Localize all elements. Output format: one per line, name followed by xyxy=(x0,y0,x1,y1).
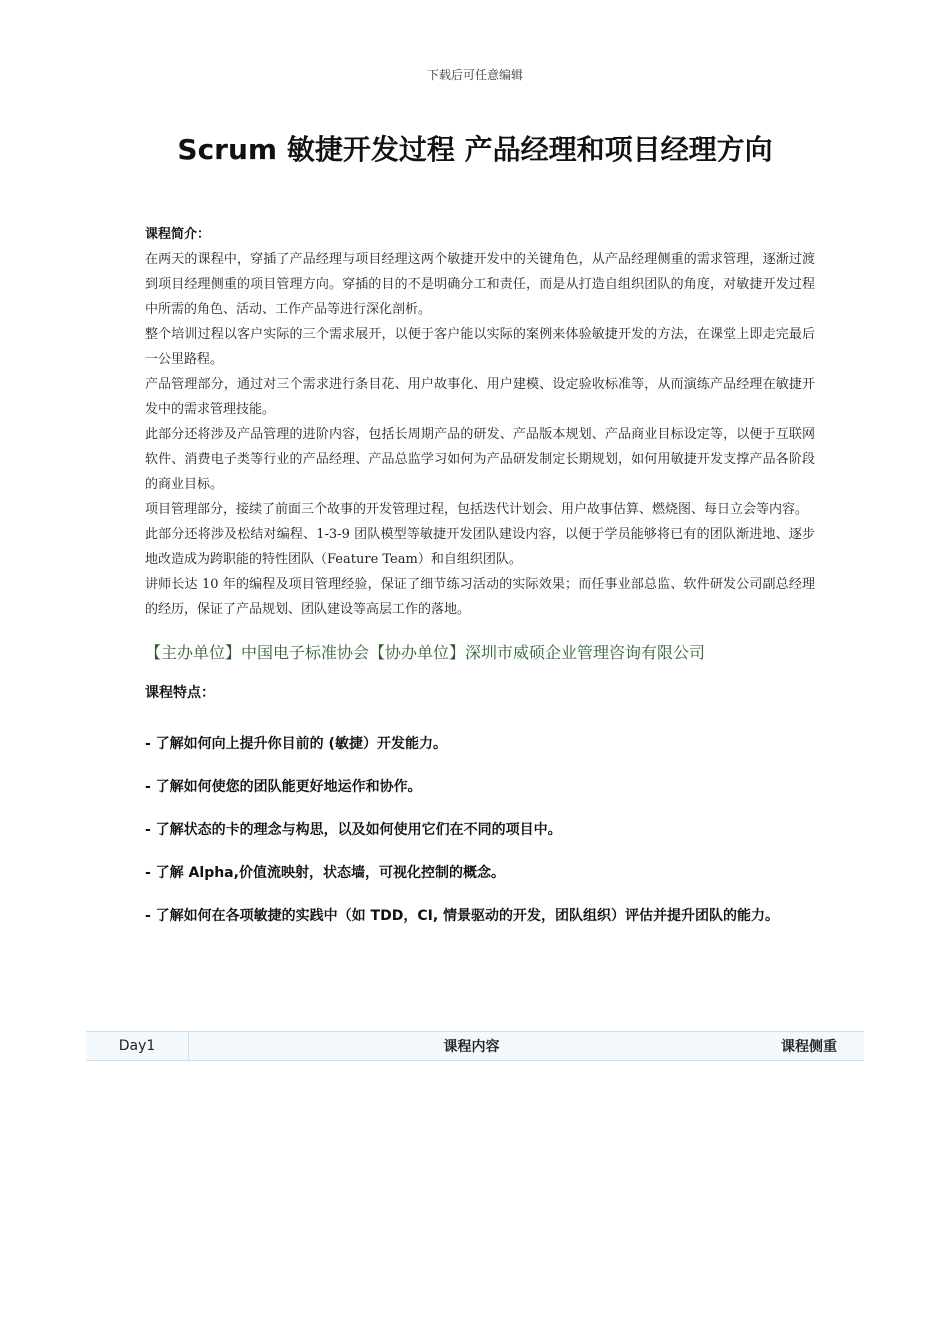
intro-paragraph: 项目管理部分，接续了前面三个故事的开发管理过程，包括迭代计划会、用户故事估算、燃烧图、每日立会等内容。 xyxy=(145,502,809,517)
feature-item: - 了解如何使您的团队能更好地运作和协作。 xyxy=(145,779,422,795)
feature-item: - 了解如何在各项敏捷的实践中（如 TDD，CI, 情景驱动的开发，团队组织）评估并提升团队的能力。 xyxy=(145,908,780,924)
feature-item: - 了解如何向上提升你目前的 (敏捷）开发能力。 xyxy=(145,736,447,752)
intro-paragraph: 产品管理部分，通过对三个需求进行条目花、用户故事化、用户建模、设定验收标准等，从而演练产品经理在敏捷开发中的需求管理技能。 xyxy=(145,377,815,417)
document-title: Scrum 敏捷开发过程 产品经理和项目经理方向 xyxy=(177,133,773,166)
intro-heading: 课程简介： xyxy=(145,227,211,242)
focus-header-cell: 课程侧重 xyxy=(754,1032,864,1061)
intro-paragraph: 讲师长达 10 年的编程及项目管理经验，保证了细节练习活动的实际效果；而任事业部总监、软件研发公司副总经理的经历，保证了产品规划、团队建设等高层工作的落地。 xyxy=(145,577,815,617)
intro-paragraph: 此部分还将涉及松结对编程、1-3-9 团队模型等敏捷开发团队建设内容，以便于学员能够将已有的团队渐进地、逐步地改造成为跨职能的特性团队（Feature Team）和自组织团队。 xyxy=(145,527,815,567)
organizer-line: 【主办单位】中国电子标准协会【协办单位】深圳市威硕企业管理咨询有限公司 xyxy=(145,643,706,662)
feature-item: - 了解 Alpha,价值流映射，状态墙，可视化控制的概念。 xyxy=(145,865,505,881)
table-row xyxy=(86,1032,864,1061)
intro-paragraph: 此部分还将涉及产品管理的进阶内容，包括长周期产品的研发、产品版本规划、产品商业目标设定等，以便于互联网软件、消费电子类等行业的产品经理、产品总监学习如何为产品研发制定长期规划，如何用敏捷开发支撑产品各阶段的商业目标。 xyxy=(145,427,815,492)
main-content xyxy=(145,222,815,938)
features-heading: 课程特点： xyxy=(145,685,215,701)
intro-paragraph: 在两天的课程中，穿插了产品经理与项目经理这两个敏捷开发中的关键角色，从产品经理侧重的需求管理，逐渐过渡到项目经理侧重的项目管理方向。穿插的目的不是明确分工和责任，而是从打造自组织团队的角度，对敏捷开发过程中所需的角色、活动、工作产品等进行深化剖析。 xyxy=(145,252,815,317)
day-cell: Day1 xyxy=(86,1032,189,1061)
feature-item: - 了解状态的卡的理念与构思，以及如何使用它们在不同的项目中。 xyxy=(145,822,562,838)
content-header-cell: 课程内容 xyxy=(189,1032,755,1061)
intro-paragraph: 整个培训过程以客户实际的三个需求展开，以便于客户能以实际的案例来体验敏捷开发的方法，在课堂上即走完最后一公里路程。 xyxy=(145,327,815,367)
page-header-note: 下载后可任意编辑 xyxy=(426,68,523,82)
schedule-table xyxy=(86,1031,864,1061)
